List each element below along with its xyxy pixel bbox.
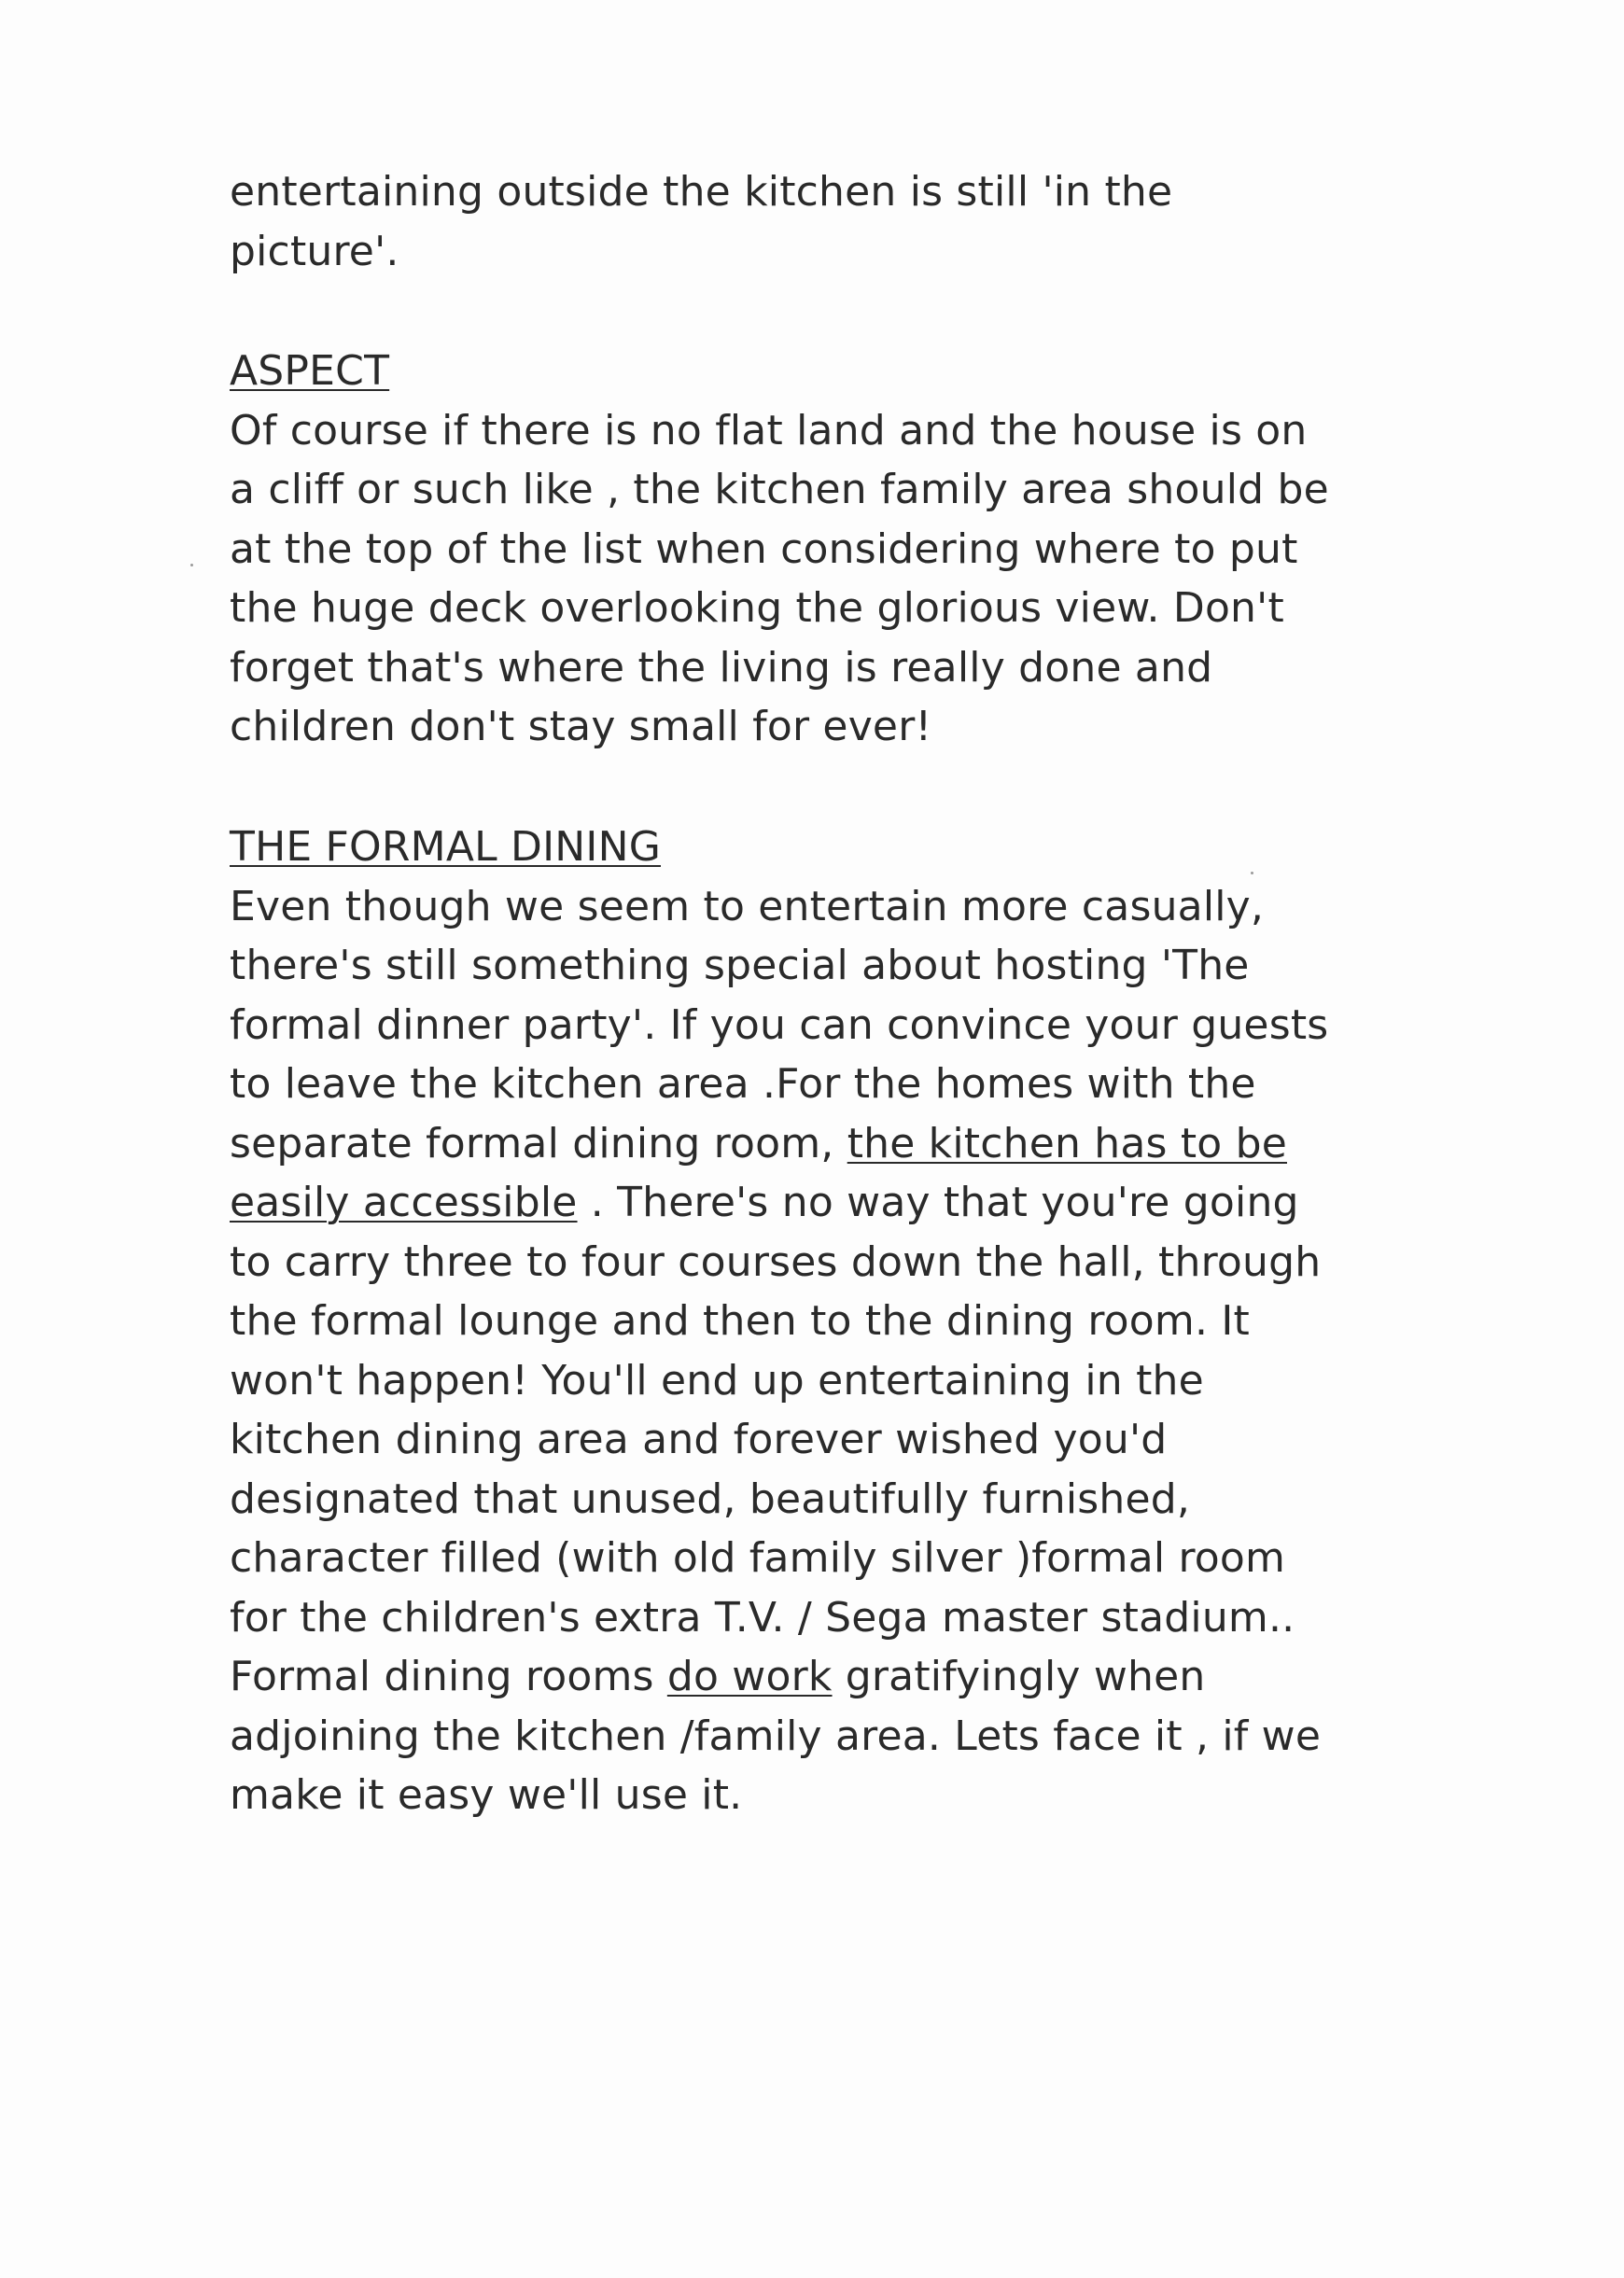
- text-line: entertaining outside the kitchen is still 'in the: [230, 168, 1173, 216]
- text-span: Formal dining rooms: [230, 1653, 667, 1700]
- text-line: the huge deck overlooking the glorious view. Don't: [230, 584, 1284, 632]
- aspect-section: [230, 342, 1443, 757]
- text-line: to carry three to four courses down the hall, through: [230, 1237, 1322, 1286]
- text-line: the formal lounge and then to the dining room. It: [230, 1297, 1250, 1345]
- text-line: formal dinner party'. If you can convince your guests: [230, 1000, 1329, 1049]
- text-line: adjoining the kitchen /family area. Lets face it , if we: [230, 1712, 1322, 1760]
- text-line: designated that unused, beautifully furnished,: [230, 1474, 1191, 1523]
- text-span: gratifyingly when: [832, 1653, 1206, 1700]
- underlined-phrase: the kitchen has to be: [847, 1119, 1287, 1167]
- text-line: there's still something special about hosting 'The: [230, 942, 1250, 989]
- underlined-phrase: easily accessible: [230, 1179, 578, 1226]
- formal-dining-section: [230, 818, 1443, 1825]
- text-line: forget that's where the living is really done and: [230, 643, 1213, 692]
- section-heading-aspect: ASPECT: [230, 347, 390, 395]
- text-line: won't happen! You'll end up entertaining in the: [230, 1356, 1204, 1405]
- underlined-phrase: do work: [666, 1653, 833, 1700]
- text-line: picture'.: [230, 227, 399, 275]
- section-heading-line: [230, 342, 1443, 401]
- text-line: Of course if there is no flat land and the house is on: [230, 406, 1308, 454]
- text-line: [230, 1114, 1443, 1174]
- scan-speck: [190, 564, 193, 566]
- text-line: children don't stay small for ever!: [230, 703, 932, 750]
- text-span: . There's no way that you're going: [577, 1179, 1299, 1226]
- text-line: for the children's extra T.V. / Sega master stadium..: [230, 1593, 1295, 1642]
- text-line: make it easy we'll use it.: [230, 1771, 743, 1819]
- text-line: at the top of the list when considering where to put: [230, 524, 1298, 573]
- text-line: character filled (with old family silver )formal room: [230, 1534, 1286, 1582]
- section-heading-line: [230, 818, 1443, 877]
- text-line: [230, 1647, 1443, 1707]
- text-line: Even though we seem to entertain more casually,: [230, 882, 1265, 930]
- text-line: [230, 1173, 1443, 1233]
- text-line: a cliff or such like , the kitchen family area should be: [230, 466, 1329, 513]
- text-line: to leave the kitchen area .For the homes with the: [230, 1060, 1256, 1108]
- section-heading-formal-dining: THE FORMAL DINING: [230, 823, 661, 871]
- text-span: separate formal dining room,: [230, 1119, 847, 1167]
- intro-paragraph: [230, 162, 1443, 281]
- text-line: kitchen dining area and forever wished you'd: [230, 1416, 1168, 1463]
